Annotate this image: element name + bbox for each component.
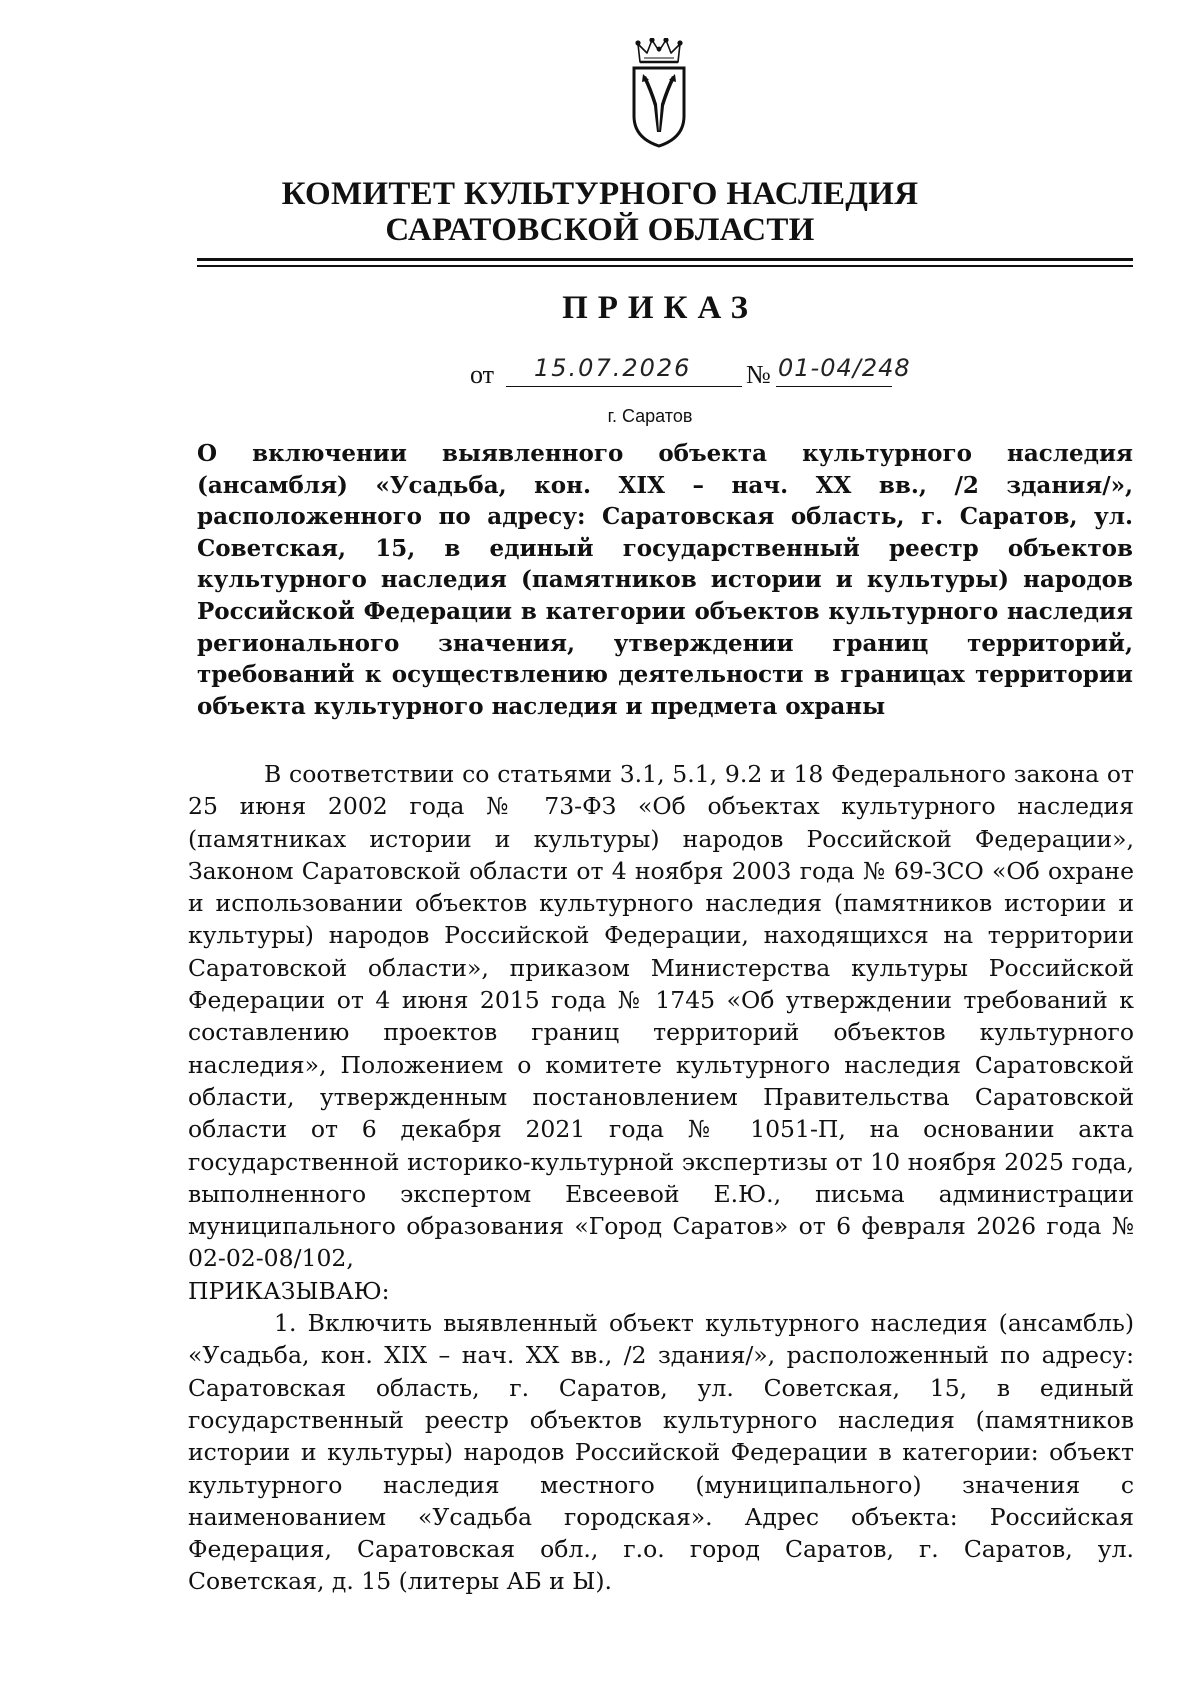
header-divider-thick: [197, 258, 1133, 261]
order-subject: О включении выявленного объекта культурного наследия (ансамбля) «Усадьба, кон. XIX – нач. XX вв., /2 здания/», расположенного по адресу: Саратовская область, г. Саратов, ул. Советская, 15, в единый государственный реестр объектов культурного наследия (памятников истории и культуры) народов Российской Федерации в категории объектов культурного наследия регионального значения, утверждении границ территорий, требований к осуществлению деятельности в границах территории объекта культурного наследия и предмета охраны: [197, 440, 1133, 720]
order-body: [188, 758, 1134, 1598]
city-line: г. Саратов: [607, 406, 693, 426]
document-title: ПРИКАЗ: [562, 290, 758, 326]
order-word: ПРИКАЗЫВАЮ:: [188, 1276, 390, 1305]
number-label: №: [746, 360, 771, 389]
order-item-1: 1. Включить выявленный объект культурного наследия (ансамбль) «Усадьба, кон. XIX – нач. XX вв., /2 здания/», расположенный по адресу: Саратовская область, г. Саратов, ул. Советская, 15, в единый государственный реестр объектов культурного наследия (памятников истории и культуры) народов Российской Федерации в категории: объект культурного наследия местного (муниципального) значения с наименованием «Усадьба городская». Адрес объекта: Российская Федерация, Саратовская обл., г.о. город Саратов, г. Саратов, ул. Советская, д. 15 (литеры АБ и Ы).: [188, 1309, 1134, 1596]
handwritten-date: 15.07.2026: [534, 354, 692, 382]
organization-name-line2: САРАТОВСКОЙ ОБЛАСТИ: [385, 212, 815, 248]
organization-name-line1: КОМИТЕТ КУЛЬТУРНОГО НАСЛЕДИЯ: [281, 176, 919, 212]
preamble-paragraph: В соответствии со статьями 3.1, 5.1, 9.2 и 18 Федерального закона от 25 июня 2002 года № 73-ФЗ «Об объектах культурного наследия (памятниках истории и культуры) народов Российской Федерации», Законом Саратовской области от 4 ноября 2003 года № 69-ЗСО «Об охране и использовании объектов культурного наследия (памятников истории и культуры) народов Российской Федерации, находящихся на территории Саратовской области», приказом Министерства культуры Российской Федерации от 4 июня 2015 года № 1745 «Об утверждении требований к составлению проектов границ территорий объектов культурного наследия», Положением о комитете культурного наследия Саратовской области, утвержденным постановлением Правительства Саратовской области от 6 декабря 2021 года № 1051-П, на основании акта государственной историко-культурной экспертизы от 10 ноября 2025 года, выполненного экспертом Евсеевой Е.Ю., письма администрации муниципального образования «Город Саратов» от 6 февраля 2026 года № 02-02-08/102,: [188, 760, 1134, 1273]
number-field: [776, 352, 911, 387]
header-divider-thin: [197, 265, 1133, 267]
handwritten-number: 01-04/248: [778, 354, 911, 382]
date-field: [506, 352, 742, 387]
date-label: от: [470, 360, 495, 389]
saratov-coat-of-arms-icon: [630, 38, 688, 148]
